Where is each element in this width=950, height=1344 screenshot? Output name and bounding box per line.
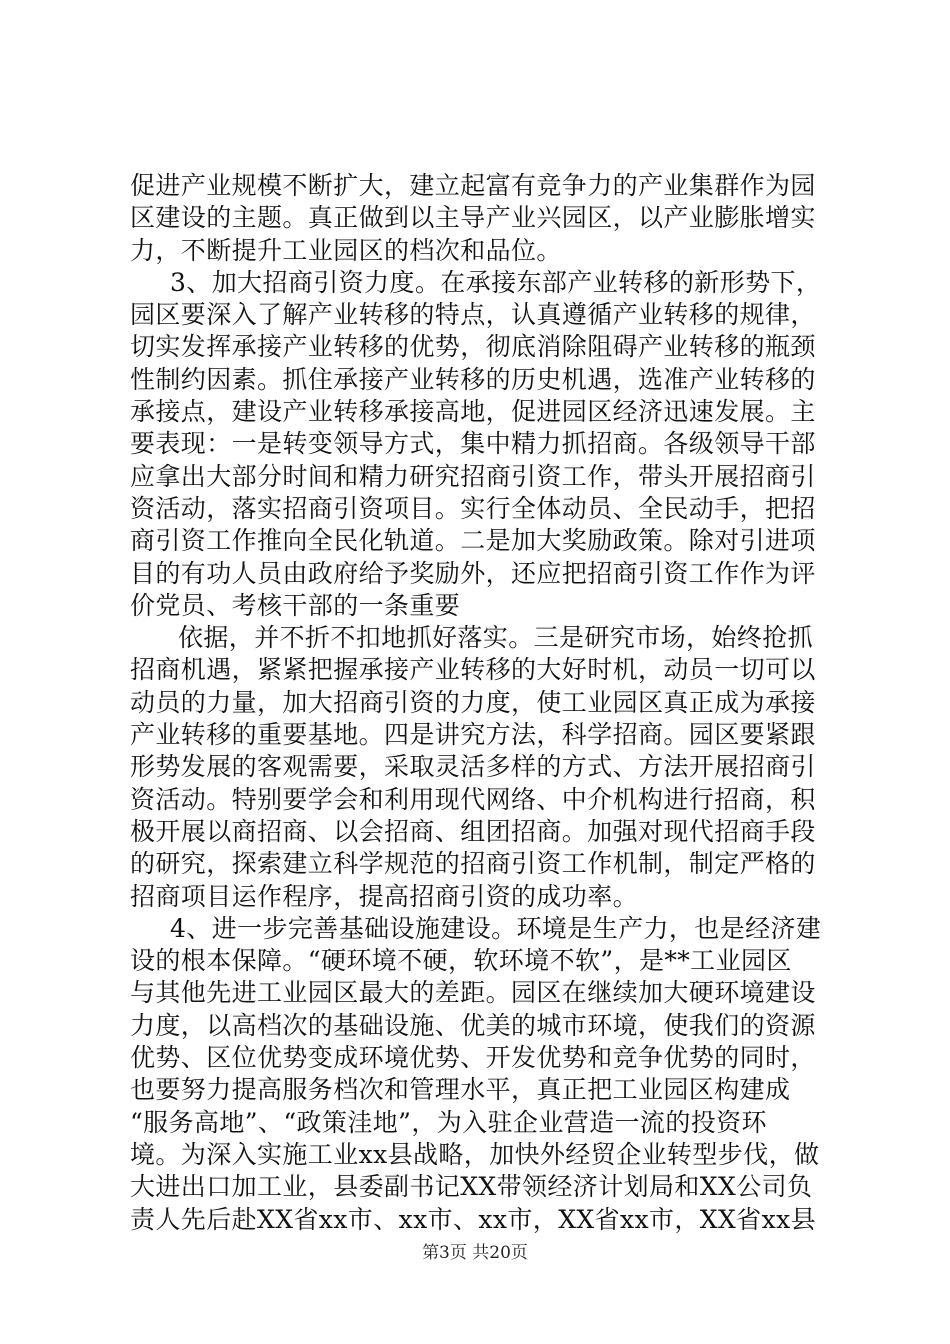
page-footer: 第3页 共20页 xyxy=(422,1243,528,1263)
text-line: 资活动。特别要学会和利用现代网络、中介机构进行招商，积 xyxy=(130,784,816,814)
text-line: 价党员、考核干部的一条重要 xyxy=(130,590,461,620)
text-line: 切实发挥承接产业转移的优势，彻底消除阻碍产业转移的瓶颈 xyxy=(130,332,816,362)
text-line: 大进出口加工业，县委副书记XX带领经济计划局和XX公司负 xyxy=(130,1172,813,1202)
text-line: 目的有功人员由政府给予奖励外，还应把招商引资工作作为评 xyxy=(130,558,816,588)
text-line: 园区要深入了解产业转移的特点，认真遵循产业转移的规律， xyxy=(130,300,816,330)
text-line: 形势发展的客观需要，采取灵活多样的方式、方法开展招商引 xyxy=(130,752,816,782)
text-line: 促进产业规模不断扩大，建立起富有竞争力的产业集群作为园 xyxy=(130,171,816,200)
text-line: 资活动，落实招商引资项目。实行全体动员、全民动手，把招 xyxy=(130,493,816,523)
text-line: 责人先后赴XX省xx市、xx市、xx市，XX省xx市，XX省xx县 xyxy=(130,1204,816,1234)
text-line: 性制约因素。抓住承接产业转移的历史机遇，选准产业转移的 xyxy=(130,364,816,394)
text-line: “服务高地”、“政策洼地”，为入驻企业营造一流的投资环 xyxy=(130,1107,767,1137)
text-line: 应拿出大部分时间和精力研究招商引资工作，带头开展招商引 xyxy=(130,461,816,491)
text-line: 3、加大招商引资力度。在承接东部产业转移的新形势下， xyxy=(170,267,822,297)
text-line: 招商机遇，紧紧把握承接产业转移的大好时机，动员一切可以 xyxy=(130,655,816,685)
text-line: 承接点，建设产业转移承接高地，促进园区经济迅速发展。主 xyxy=(130,397,816,427)
text-line: 商引资工作推向全民化轨道。二是加大奖励政策。除对引进项 xyxy=(130,526,816,556)
text-line: 招商项目运作程序，提高招商引资的成功率。 xyxy=(130,881,639,911)
text-line: 的研究，探索建立科学规范的招商引资工作机制，制定严格的 xyxy=(130,849,816,879)
text-line: 要表现：一是转变领导方式，集中精力抓招商。各级领导干部 xyxy=(130,429,816,459)
text-line: 4、进一步完善基础设施建设。环境是生产力，也是经济建 xyxy=(170,913,822,943)
text-line: 区建设的主题。真正做到以主导产业兴园区，以产业膨胀增实 xyxy=(130,203,816,233)
text-line: 产业转移的重要基地。四是讲究方法，科学招商。园区要紧跟 xyxy=(130,720,816,750)
text-line: 优势、区位优势变成环境优势、开发优势和竞争优势的同时， xyxy=(130,1043,816,1073)
text-line: 境。为深入实施工业xx县战略，加快外经贸企业转型步伐，做 xyxy=(130,1139,820,1169)
text-line: 也要努力提高服务档次和管理水平，真正把工业园区构建成 xyxy=(130,1075,791,1105)
document-body xyxy=(130,170,832,1236)
text-line: 依据，并不折不扣地抓好落实。三是研究市场，始终抢抓 xyxy=(178,623,814,653)
text-line: 力度，以高档次的基础设施、优美的城市环境，使我们的资源 xyxy=(130,1010,816,1040)
text-line: 力，不断提升工业园区的档次和品位。 xyxy=(130,235,562,265)
text-line: 动员的力量，加大招商引资的力度，使工业园区真正成为承接 xyxy=(130,687,816,717)
text-line: 设的根本保障。“硬环境不硬，软环境不软”，是**工业园区 xyxy=(130,946,792,976)
text-line: 极开展以商招商、以会招商、组团招商。加强对现代招商手段 xyxy=(130,816,816,846)
text-line: 与其他先进工业园区最大的差距。园区在继续加大硬环境建设 xyxy=(130,978,816,1008)
